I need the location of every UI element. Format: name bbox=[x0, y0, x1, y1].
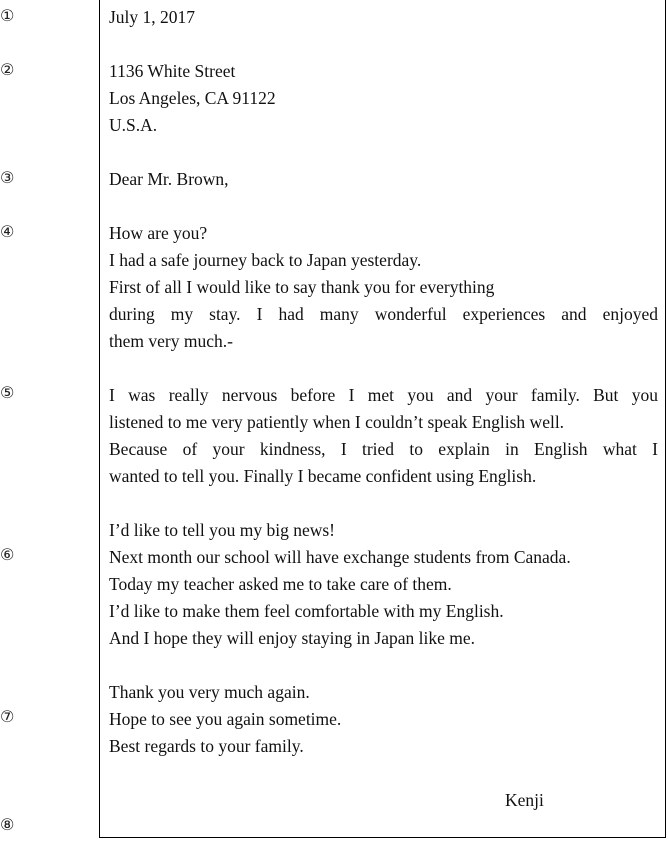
paragraph1-line: during my stay. I had many wonderful experiences and enjoyed bbox=[109, 304, 658, 324]
closing-line: Hope to see you again sometime. bbox=[109, 709, 342, 729]
marker-6: ⑥ bbox=[0, 545, 15, 564]
paragraph3-line: Today my teacher asked me to take care of them. bbox=[109, 574, 452, 594]
closing-line: Best regards to your family. bbox=[109, 736, 304, 756]
letter-date: July 1, 2017 bbox=[109, 7, 196, 27]
paragraph3-line: I’d like to make them feel comfortable with my English. bbox=[109, 601, 504, 621]
paragraph2-line: wanted to tell you. Finally I became confident using English. bbox=[109, 466, 537, 486]
address-line: 1136 White Street bbox=[109, 61, 236, 81]
marker-5: ⑤ bbox=[0, 383, 15, 402]
paragraph1-line: First of all I would like to say thank you for everything bbox=[109, 277, 495, 297]
signature: Kenji bbox=[505, 790, 544, 810]
letter-box bbox=[99, 0, 666, 838]
paragraph1-line: them very much.- bbox=[109, 331, 233, 351]
address-line: U.S.A. bbox=[109, 115, 158, 135]
paragraph3-line: Next month our school will have exchange students from Canada. bbox=[109, 547, 571, 567]
paragraph3-line: And I hope they will enjoy staying in Japan like me. bbox=[109, 628, 475, 648]
marker-8: ⑧ bbox=[0, 815, 15, 834]
paragraph1-line: How are you? bbox=[109, 223, 208, 243]
paragraph2-line: I was really nervous before I met you and your family. But you bbox=[109, 385, 658, 405]
salutation: Dear Mr. Brown, bbox=[109, 169, 229, 189]
marker-3: ③ bbox=[0, 168, 15, 187]
marker-2: ② bbox=[0, 60, 15, 79]
closing-line: Thank you very much again. bbox=[109, 682, 310, 702]
paragraph1-line: I had a safe journey back to Japan yesterday. bbox=[109, 250, 422, 270]
paragraph3-line: I’d like to tell you my big news! bbox=[109, 520, 336, 540]
marker-7: ⑦ bbox=[0, 707, 15, 726]
address-line: Los Angeles, CA 91122 bbox=[109, 88, 276, 108]
marker-1: ① bbox=[0, 6, 15, 25]
marker-4: ④ bbox=[0, 222, 15, 241]
paragraph2-line: listened to me very patiently when I couldn’t speak English well. bbox=[109, 412, 565, 432]
paragraph2-line: Because of your kindness, I tried to explain in English what I bbox=[109, 439, 658, 459]
